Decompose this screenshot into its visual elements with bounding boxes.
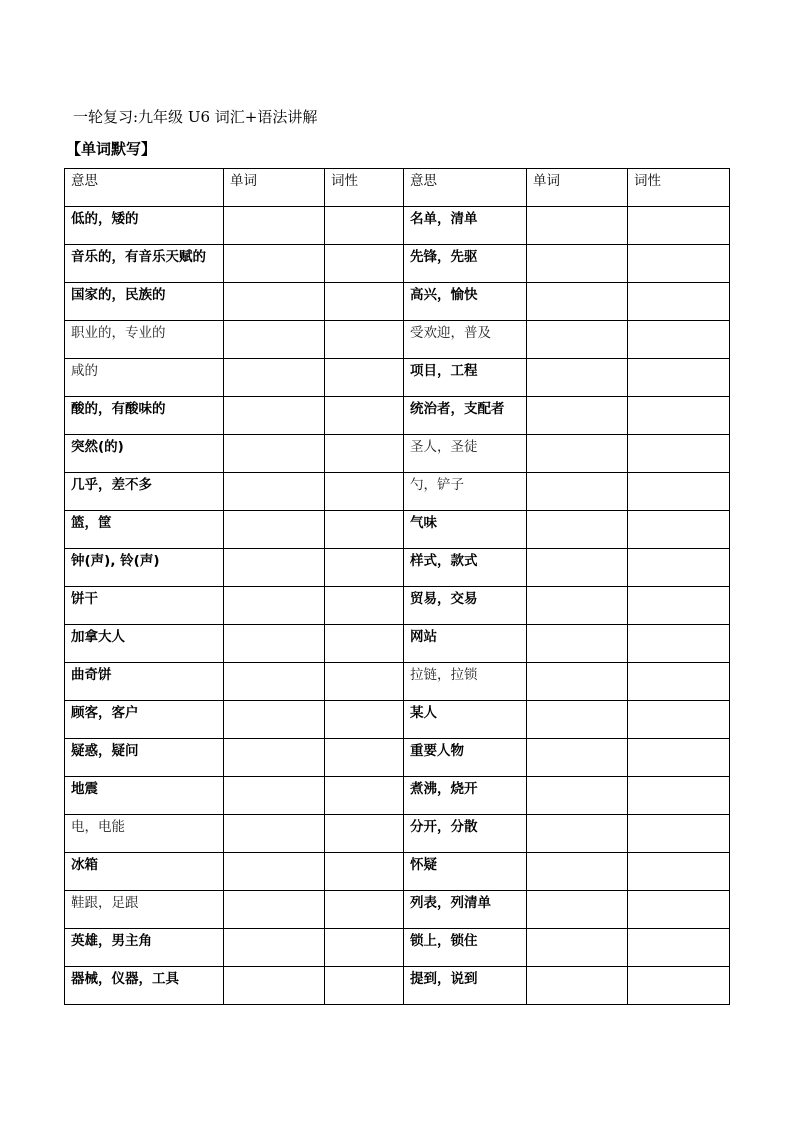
word-blank-cell-2[interactable] bbox=[527, 891, 628, 929]
word-blank-cell[interactable] bbox=[224, 663, 325, 701]
word-blank-cell[interactable] bbox=[224, 283, 325, 321]
table-row bbox=[65, 511, 730, 549]
word-blank-cell[interactable] bbox=[224, 891, 325, 929]
meaning-cell-2 bbox=[404, 283, 527, 321]
meaning-cell-2-text: 勺，铲子 bbox=[410, 477, 464, 493]
meaning-cell-text: 音乐的，有音乐天赋的 bbox=[71, 249, 206, 265]
word-blank-cell-2[interactable] bbox=[527, 511, 628, 549]
word-blank-cell-2[interactable] bbox=[527, 815, 628, 853]
word-blank-cell-2[interactable] bbox=[527, 967, 628, 1005]
meaning-cell bbox=[65, 815, 224, 853]
pos-blank-cell-2[interactable] bbox=[628, 283, 730, 321]
pos-blank-cell-2[interactable] bbox=[628, 663, 730, 701]
word-blank-cell-2[interactable] bbox=[527, 473, 628, 511]
table-row bbox=[65, 777, 730, 815]
table-row bbox=[65, 625, 730, 663]
header-cell-word-2: 单词 bbox=[527, 169, 628, 207]
word-blank-cell[interactable] bbox=[224, 549, 325, 587]
pos-blank-cell-2[interactable] bbox=[628, 549, 730, 587]
meaning-cell bbox=[65, 853, 224, 891]
header-cell-meaning: 意思 bbox=[65, 169, 224, 207]
meaning-cell bbox=[65, 207, 224, 245]
pos-blank-cell-2[interactable] bbox=[628, 929, 730, 967]
meaning-cell-2-text: 项目，工程 bbox=[410, 363, 478, 379]
pos-blank-cell[interactable] bbox=[325, 625, 404, 663]
word-blank-cell-2[interactable] bbox=[527, 435, 628, 473]
pos-blank-cell[interactable] bbox=[325, 549, 404, 587]
meaning-cell-text: 饼干 bbox=[71, 591, 98, 607]
pos-blank-cell-2[interactable] bbox=[628, 701, 730, 739]
meaning-cell-2-text: 煮沸，烧开 bbox=[410, 781, 478, 797]
table-row bbox=[65, 853, 730, 891]
meaning-cell-text: 加拿大人 bbox=[71, 629, 125, 645]
pos-blank-cell-2[interactable] bbox=[628, 511, 730, 549]
pos-blank-cell-2[interactable] bbox=[628, 359, 730, 397]
meaning-cell-2 bbox=[404, 739, 527, 777]
pos-blank-cell[interactable] bbox=[325, 359, 404, 397]
meaning-cell-2 bbox=[404, 511, 527, 549]
table-row bbox=[65, 549, 730, 587]
meaning-cell bbox=[65, 397, 224, 435]
pos-blank-cell-2[interactable] bbox=[628, 473, 730, 511]
word-blank-cell-2[interactable] bbox=[527, 397, 628, 435]
table-row bbox=[65, 473, 730, 511]
meaning-cell-2-text: 某人 bbox=[410, 705, 437, 721]
pos-blank-cell-2[interactable] bbox=[628, 891, 730, 929]
meaning-cell-2 bbox=[404, 967, 527, 1005]
page-title: 一轮复习:九年级 U6 词汇+语法讲解 bbox=[73, 108, 318, 126]
pos-blank-cell-2[interactable] bbox=[628, 815, 730, 853]
word-blank-cell-2[interactable] bbox=[527, 321, 628, 359]
meaning-cell-text: 突然(的) bbox=[71, 439, 124, 455]
word-blank-cell[interactable] bbox=[224, 967, 325, 1005]
pos-blank-cell-2[interactable] bbox=[628, 625, 730, 663]
meaning-cell-2 bbox=[404, 625, 527, 663]
meaning-cell-2-text: 受欢迎，普及 bbox=[410, 325, 491, 341]
table-row bbox=[65, 967, 730, 1005]
word-blank-cell[interactable] bbox=[224, 397, 325, 435]
word-blank-cell[interactable] bbox=[224, 321, 325, 359]
section-heading: 【单词默写】 bbox=[66, 140, 157, 158]
pos-blank-cell[interactable] bbox=[325, 701, 404, 739]
meaning-cell-2-text: 名单，清单 bbox=[410, 211, 478, 227]
table-header-row bbox=[65, 169, 730, 207]
table-row bbox=[65, 207, 730, 245]
pos-blank-cell-2[interactable] bbox=[628, 739, 730, 777]
meaning-cell-text: 钟(声), 铃(声) bbox=[71, 553, 160, 569]
meaning-cell-text: 职业的，专业的 bbox=[71, 325, 166, 341]
table-row bbox=[65, 283, 730, 321]
meaning-cell-text: 曲奇饼 bbox=[71, 667, 112, 683]
meaning-cell-2-text: 网站 bbox=[410, 629, 437, 645]
table-row bbox=[65, 587, 730, 625]
header-cell-word: 单词 bbox=[224, 169, 325, 207]
meaning-cell bbox=[65, 321, 224, 359]
table-row bbox=[65, 359, 730, 397]
meaning-cell-2 bbox=[404, 777, 527, 815]
pos-blank-cell-2[interactable] bbox=[628, 207, 730, 245]
meaning-cell-text: 冰箱 bbox=[71, 857, 98, 873]
word-blank-cell-2[interactable] bbox=[527, 739, 628, 777]
word-blank-cell[interactable] bbox=[224, 777, 325, 815]
meaning-cell bbox=[65, 663, 224, 701]
word-blank-cell-2[interactable] bbox=[527, 549, 628, 587]
word-blank-cell[interactable] bbox=[224, 207, 325, 245]
meaning-cell-2 bbox=[404, 473, 527, 511]
meaning-cell-2-text: 气味 bbox=[410, 515, 437, 531]
meaning-cell bbox=[65, 549, 224, 587]
word-blank-cell[interactable] bbox=[224, 701, 325, 739]
pos-blank-cell[interactable] bbox=[325, 777, 404, 815]
meaning-cell bbox=[65, 359, 224, 397]
meaning-cell-2-text: 提到，说到 bbox=[410, 971, 478, 987]
meaning-cell-2 bbox=[404, 549, 527, 587]
meaning-cell-2-text: 样式，款式 bbox=[410, 553, 478, 569]
meaning-cell-2-text: 统治者，支配者 bbox=[410, 401, 505, 417]
pos-blank-cell[interactable] bbox=[325, 815, 404, 853]
table-row bbox=[65, 245, 730, 283]
meaning-cell-2 bbox=[404, 587, 527, 625]
meaning-cell bbox=[65, 701, 224, 739]
pos-blank-cell[interactable] bbox=[325, 473, 404, 511]
meaning-cell-2-text: 列表，列清单 bbox=[410, 895, 491, 911]
meaning-cell-text: 疑惑，疑问 bbox=[71, 743, 139, 759]
header-cell-pos-2: 词性 bbox=[628, 169, 730, 207]
meaning-cell-2 bbox=[404, 929, 527, 967]
meaning-cell-2 bbox=[404, 435, 527, 473]
meaning-cell-text: 几乎，差不多 bbox=[71, 477, 152, 493]
table-row bbox=[65, 435, 730, 473]
table-row bbox=[65, 663, 730, 701]
meaning-cell-2-text: 贸易，交易 bbox=[410, 591, 478, 607]
pos-blank-cell[interactable] bbox=[325, 511, 404, 549]
word-blank-cell[interactable] bbox=[224, 929, 325, 967]
meaning-cell-2 bbox=[404, 815, 527, 853]
word-blank-cell[interactable] bbox=[224, 815, 325, 853]
word-blank-cell[interactable] bbox=[224, 435, 325, 473]
meaning-cell-2-text: 拉链，拉锁 bbox=[410, 667, 478, 683]
meaning-cell-2-text: 分开，分散 bbox=[410, 819, 478, 835]
meaning-cell-text: 咸的 bbox=[71, 363, 98, 379]
meaning-cell-text: 顾客，客户 bbox=[71, 705, 139, 721]
word-blank-cell-2[interactable] bbox=[527, 853, 628, 891]
word-blank-cell[interactable] bbox=[224, 739, 325, 777]
meaning-cell-text: 英雄，男主角 bbox=[71, 933, 152, 949]
word-blank-cell[interactable] bbox=[224, 473, 325, 511]
meaning-cell bbox=[65, 587, 224, 625]
word-blank-cell[interactable] bbox=[224, 245, 325, 283]
pos-blank-cell[interactable] bbox=[325, 397, 404, 435]
pos-blank-cell[interactable] bbox=[325, 929, 404, 967]
meaning-cell bbox=[65, 473, 224, 511]
pos-blank-cell[interactable] bbox=[325, 967, 404, 1005]
meaning-cell-text: 篮，筐 bbox=[71, 515, 112, 531]
meaning-cell bbox=[65, 245, 224, 283]
pos-blank-cell[interactable] bbox=[325, 663, 404, 701]
word-blank-cell-2[interactable] bbox=[527, 245, 628, 283]
meaning-cell-text: 器械，仪器，工具 bbox=[71, 971, 179, 987]
meaning-cell bbox=[65, 511, 224, 549]
meaning-cell-2 bbox=[404, 397, 527, 435]
pos-blank-cell[interactable] bbox=[325, 321, 404, 359]
meaning-cell bbox=[65, 777, 224, 815]
meaning-cell bbox=[65, 739, 224, 777]
meaning-cell-2-text: 重要人物 bbox=[410, 743, 464, 759]
meaning-cell bbox=[65, 929, 224, 967]
meaning-cell bbox=[65, 283, 224, 321]
word-blank-cell-2[interactable] bbox=[527, 587, 628, 625]
table-row bbox=[65, 321, 730, 359]
word-blank-cell[interactable] bbox=[224, 853, 325, 891]
pos-blank-cell[interactable] bbox=[325, 283, 404, 321]
meaning-cell bbox=[65, 891, 224, 929]
word-blank-cell-2[interactable] bbox=[527, 663, 628, 701]
pos-blank-cell-2[interactable] bbox=[628, 321, 730, 359]
table-row bbox=[65, 891, 730, 929]
meaning-cell-2-text: 圣人，圣徒 bbox=[410, 439, 478, 455]
word-blank-cell-2[interactable] bbox=[527, 359, 628, 397]
table-row bbox=[65, 397, 730, 435]
meaning-cell-2 bbox=[404, 853, 527, 891]
meaning-cell-text: 电，电能 bbox=[71, 819, 125, 835]
pos-blank-cell-2[interactable] bbox=[628, 777, 730, 815]
meaning-cell-2 bbox=[404, 891, 527, 929]
meaning-cell-2-text: 怀疑 bbox=[410, 857, 437, 873]
meaning-cell-2-text: 锁上，锁住 bbox=[410, 933, 478, 949]
word-blank-cell-2[interactable] bbox=[527, 929, 628, 967]
word-blank-cell[interactable] bbox=[224, 625, 325, 663]
header-cell-pos: 词性 bbox=[325, 169, 404, 207]
meaning-cell-text: 低的，矮的 bbox=[71, 211, 139, 227]
meaning-cell-2 bbox=[404, 663, 527, 701]
pos-blank-cell[interactable] bbox=[325, 891, 404, 929]
pos-blank-cell[interactable] bbox=[325, 587, 404, 625]
meaning-cell bbox=[65, 625, 224, 663]
meaning-cell-text: 酸的，有酸味的 bbox=[71, 401, 166, 417]
table-row bbox=[65, 739, 730, 777]
word-blank-cell-2[interactable] bbox=[527, 207, 628, 245]
table-row bbox=[65, 815, 730, 853]
meaning-cell-2 bbox=[404, 321, 527, 359]
pos-blank-cell-2[interactable] bbox=[628, 853, 730, 891]
meaning-cell bbox=[65, 435, 224, 473]
meaning-cell bbox=[65, 967, 224, 1005]
meaning-cell-2 bbox=[404, 245, 527, 283]
meaning-cell-text: 鞋跟，足跟 bbox=[71, 895, 139, 911]
word-blank-cell-2[interactable] bbox=[527, 283, 628, 321]
table-row bbox=[65, 701, 730, 739]
pos-blank-cell[interactable] bbox=[325, 207, 404, 245]
word-blank-cell[interactable] bbox=[224, 359, 325, 397]
meaning-cell-2 bbox=[404, 207, 527, 245]
pos-blank-cell[interactable] bbox=[325, 853, 404, 891]
word-blank-cell-2[interactable] bbox=[527, 777, 628, 815]
pos-blank-cell-2[interactable] bbox=[628, 397, 730, 435]
pos-blank-cell-2[interactable] bbox=[628, 245, 730, 283]
pos-blank-cell-2[interactable] bbox=[628, 435, 730, 473]
table-row bbox=[65, 929, 730, 967]
meaning-cell-2 bbox=[404, 359, 527, 397]
pos-blank-cell[interactable] bbox=[325, 739, 404, 777]
header-cell-meaning-2: 意思 bbox=[404, 169, 527, 207]
meaning-cell-2-text: 高兴，愉快 bbox=[410, 287, 478, 303]
word-blank-cell-2[interactable] bbox=[527, 625, 628, 663]
word-blank-cell-2[interactable] bbox=[527, 701, 628, 739]
pos-blank-cell-2[interactable] bbox=[628, 967, 730, 1005]
pos-blank-cell[interactable] bbox=[325, 435, 404, 473]
vocab-table bbox=[64, 168, 730, 1005]
word-blank-cell[interactable] bbox=[224, 511, 325, 549]
meaning-cell-2 bbox=[404, 701, 527, 739]
pos-blank-cell[interactable] bbox=[325, 245, 404, 283]
meaning-cell-2-text: 先锋，先驱 bbox=[410, 249, 478, 265]
meaning-cell-text: 国家的，民族的 bbox=[71, 287, 166, 303]
meaning-cell-text: 地震 bbox=[71, 781, 98, 797]
word-blank-cell[interactable] bbox=[224, 587, 325, 625]
pos-blank-cell-2[interactable] bbox=[628, 587, 730, 625]
